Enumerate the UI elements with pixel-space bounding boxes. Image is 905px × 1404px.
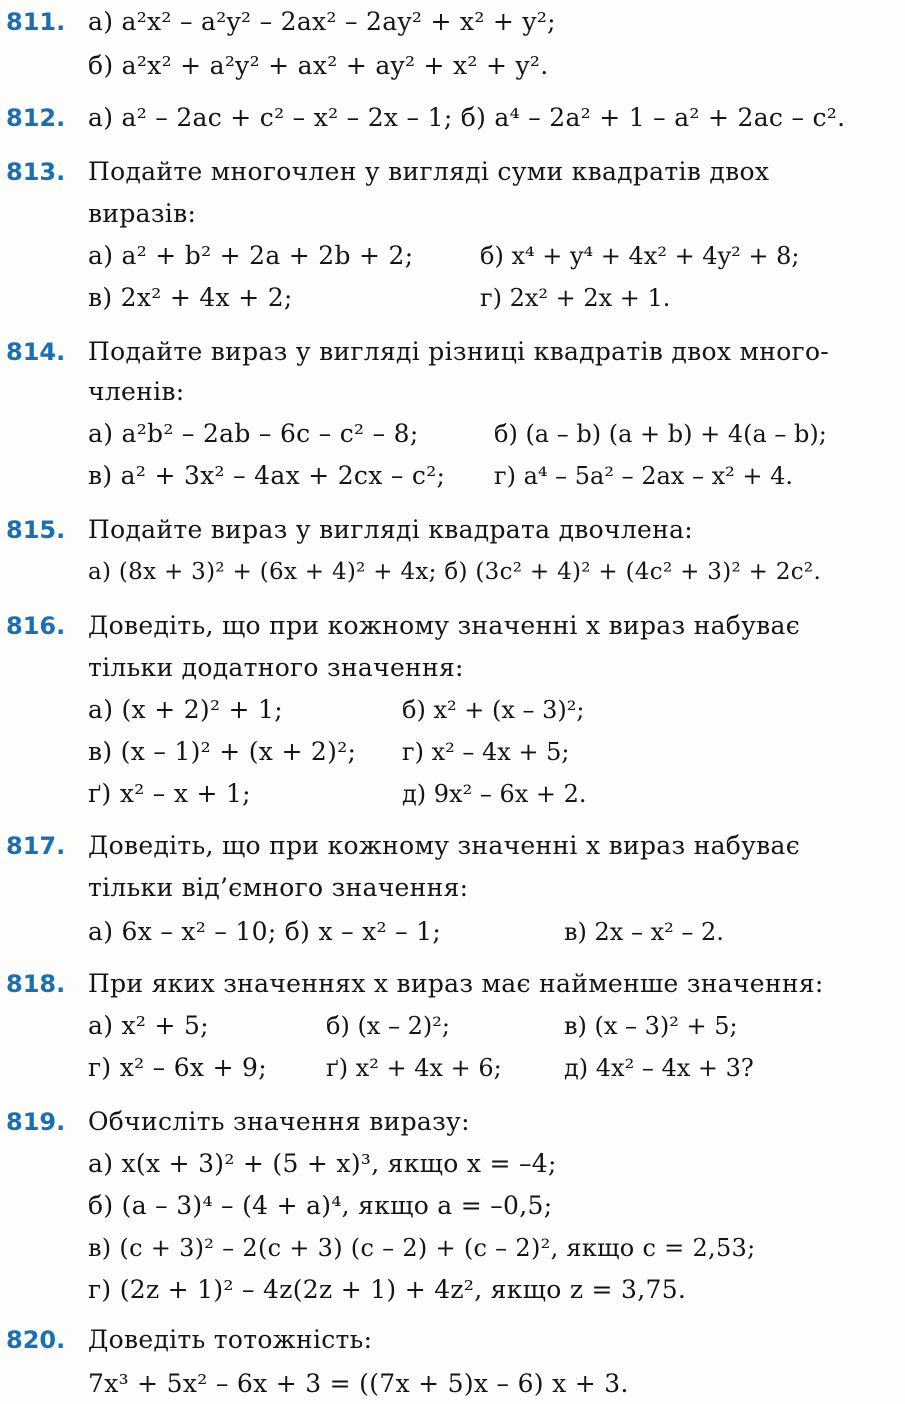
exercise-text: Подайте многочлен у вигляді суми квадратів двох — [88, 157, 770, 186]
exercise-item: в) a² + 3x² – 4ax + 2cx – c²; — [88, 461, 446, 490]
exercise-item: а) (x + 2)² + 1; — [88, 695, 283, 724]
exercise-text: Подайте вираз у вигляді різниці квадратів двох много- — [88, 337, 830, 366]
exercise-item: г) 2x² + 2x + 1. — [480, 284, 671, 312]
exercise-number: 818. — [6, 970, 66, 998]
exercise-item: ґ) x² – x + 1; — [88, 779, 251, 808]
exercise-item: ґ) x² + 4x + 6; — [326, 1054, 502, 1082]
exercise-text: тільки від’ємного значення: — [88, 873, 469, 902]
exercise-text: а) (8x + 3)² + (6x + 4)² + 4x; б) (3c² + 4)² + (4c² + 3)² + 2c². — [88, 559, 822, 585]
exercise-number: 813. — [6, 158, 66, 186]
exercise-item: а) x² + 5; — [88, 1011, 209, 1040]
exercise-item: г) a⁴ – 5a² – 2ax – x² + 4. — [494, 462, 794, 490]
exercise-number: 815. — [6, 516, 66, 544]
exercise-item: в) (c + 3)² – 2(c + 3) (c – 2) + (c – 2)², якщо c = 2,53; — [88, 1234, 756, 1262]
exercise-item: б) x² + (x – 3)²; — [402, 696, 585, 724]
exercise-number: 819. — [6, 1108, 66, 1136]
exercise-item: а) a²b² – 2ab – 6c – c² – 8; — [88, 419, 419, 448]
exercise-number: 811. — [6, 8, 66, 36]
exercise-item: в) (x – 1)² + (x + 2)²; — [88, 737, 357, 766]
exercise-item: а) 6x – x² – 10; б) x – x² – 1; — [88, 917, 442, 946]
exercise-item: б) (x – 2)²; — [326, 1012, 450, 1040]
exercise-text: При яких значеннях x вираз має найменше значення: — [88, 969, 824, 998]
exercise-text: Доведіть тотожність: — [88, 1325, 373, 1354]
exercise-item: д) 9x² – 6x + 2. — [402, 780, 587, 808]
exercise-text: членів: — [88, 377, 185, 406]
exercise-text: Доведіть, що при кожному значенні x вираз набуває — [88, 831, 801, 860]
exercise-number: 817. — [6, 832, 66, 860]
exercise-item: в) 2x² + 4x + 2; — [88, 283, 293, 312]
exercise-item: г) (2z + 1)² – 4z(2z + 1) + 4z², якщо z = 3,75. — [88, 1275, 687, 1304]
exercise-item: в) 2x – x² – 2. — [564, 918, 724, 946]
exercise-item: в) (x – 3)² + 5; — [564, 1012, 738, 1040]
exercise-text: а) a² – 2ac + c² – x² – 2x – 1; б) a⁴ – 2a² + 1 – a² + 2ac – c². — [88, 103, 846, 132]
exercise-text: тільки додатного значення: — [88, 653, 464, 682]
exercise-text: а) a²x² – a²y² – 2ax² – 2ay² + x² + y²; — [88, 7, 556, 36]
exercise-text: виразів: — [88, 199, 197, 228]
exercise-text: Обчисліть значення виразу: — [88, 1107, 470, 1136]
exercise-item: д) 4x² – 4x + 3? — [564, 1054, 754, 1082]
exercise-item: а) x(x + 3)² + (5 + x)³, якщо x = –4; — [88, 1149, 557, 1178]
exercise-item: г) x² – 6x + 9; — [88, 1053, 267, 1082]
exercise-number: 820. — [6, 1326, 66, 1354]
exercise-text: 7x³ + 5x² – 6x + 3 = ((7x + 5)x – 6) x + 3. — [88, 1369, 629, 1398]
exercise-item: б) x⁴ + y⁴ + 4x² + 4y² + 8; — [480, 242, 800, 270]
exercise-text: Доведіть, що при кожному значенні x вираз набуває — [88, 611, 801, 640]
exercise-number: 812. — [6, 104, 66, 132]
exercise-item: г) x² – 4x + 5; — [402, 738, 570, 766]
exercise-item: б) (a – 3)⁴ – (4 + a)⁴, якщо a = –0,5; — [88, 1191, 553, 1220]
exercise-number: 816. — [6, 612, 66, 640]
exercise-text: б) a²x² + a²y² + ax² + ay² + x² + y². — [88, 51, 549, 80]
exercise-number: 814. — [6, 338, 66, 366]
exercise-item: а) a² + b² + 2a + 2b + 2; — [88, 241, 414, 270]
exercise-text: Подайте вираз у вигляді квадрата двочлена: — [88, 515, 693, 544]
exercise-item: б) (a – b) (a + b) + 4(a – b); — [494, 420, 827, 448]
